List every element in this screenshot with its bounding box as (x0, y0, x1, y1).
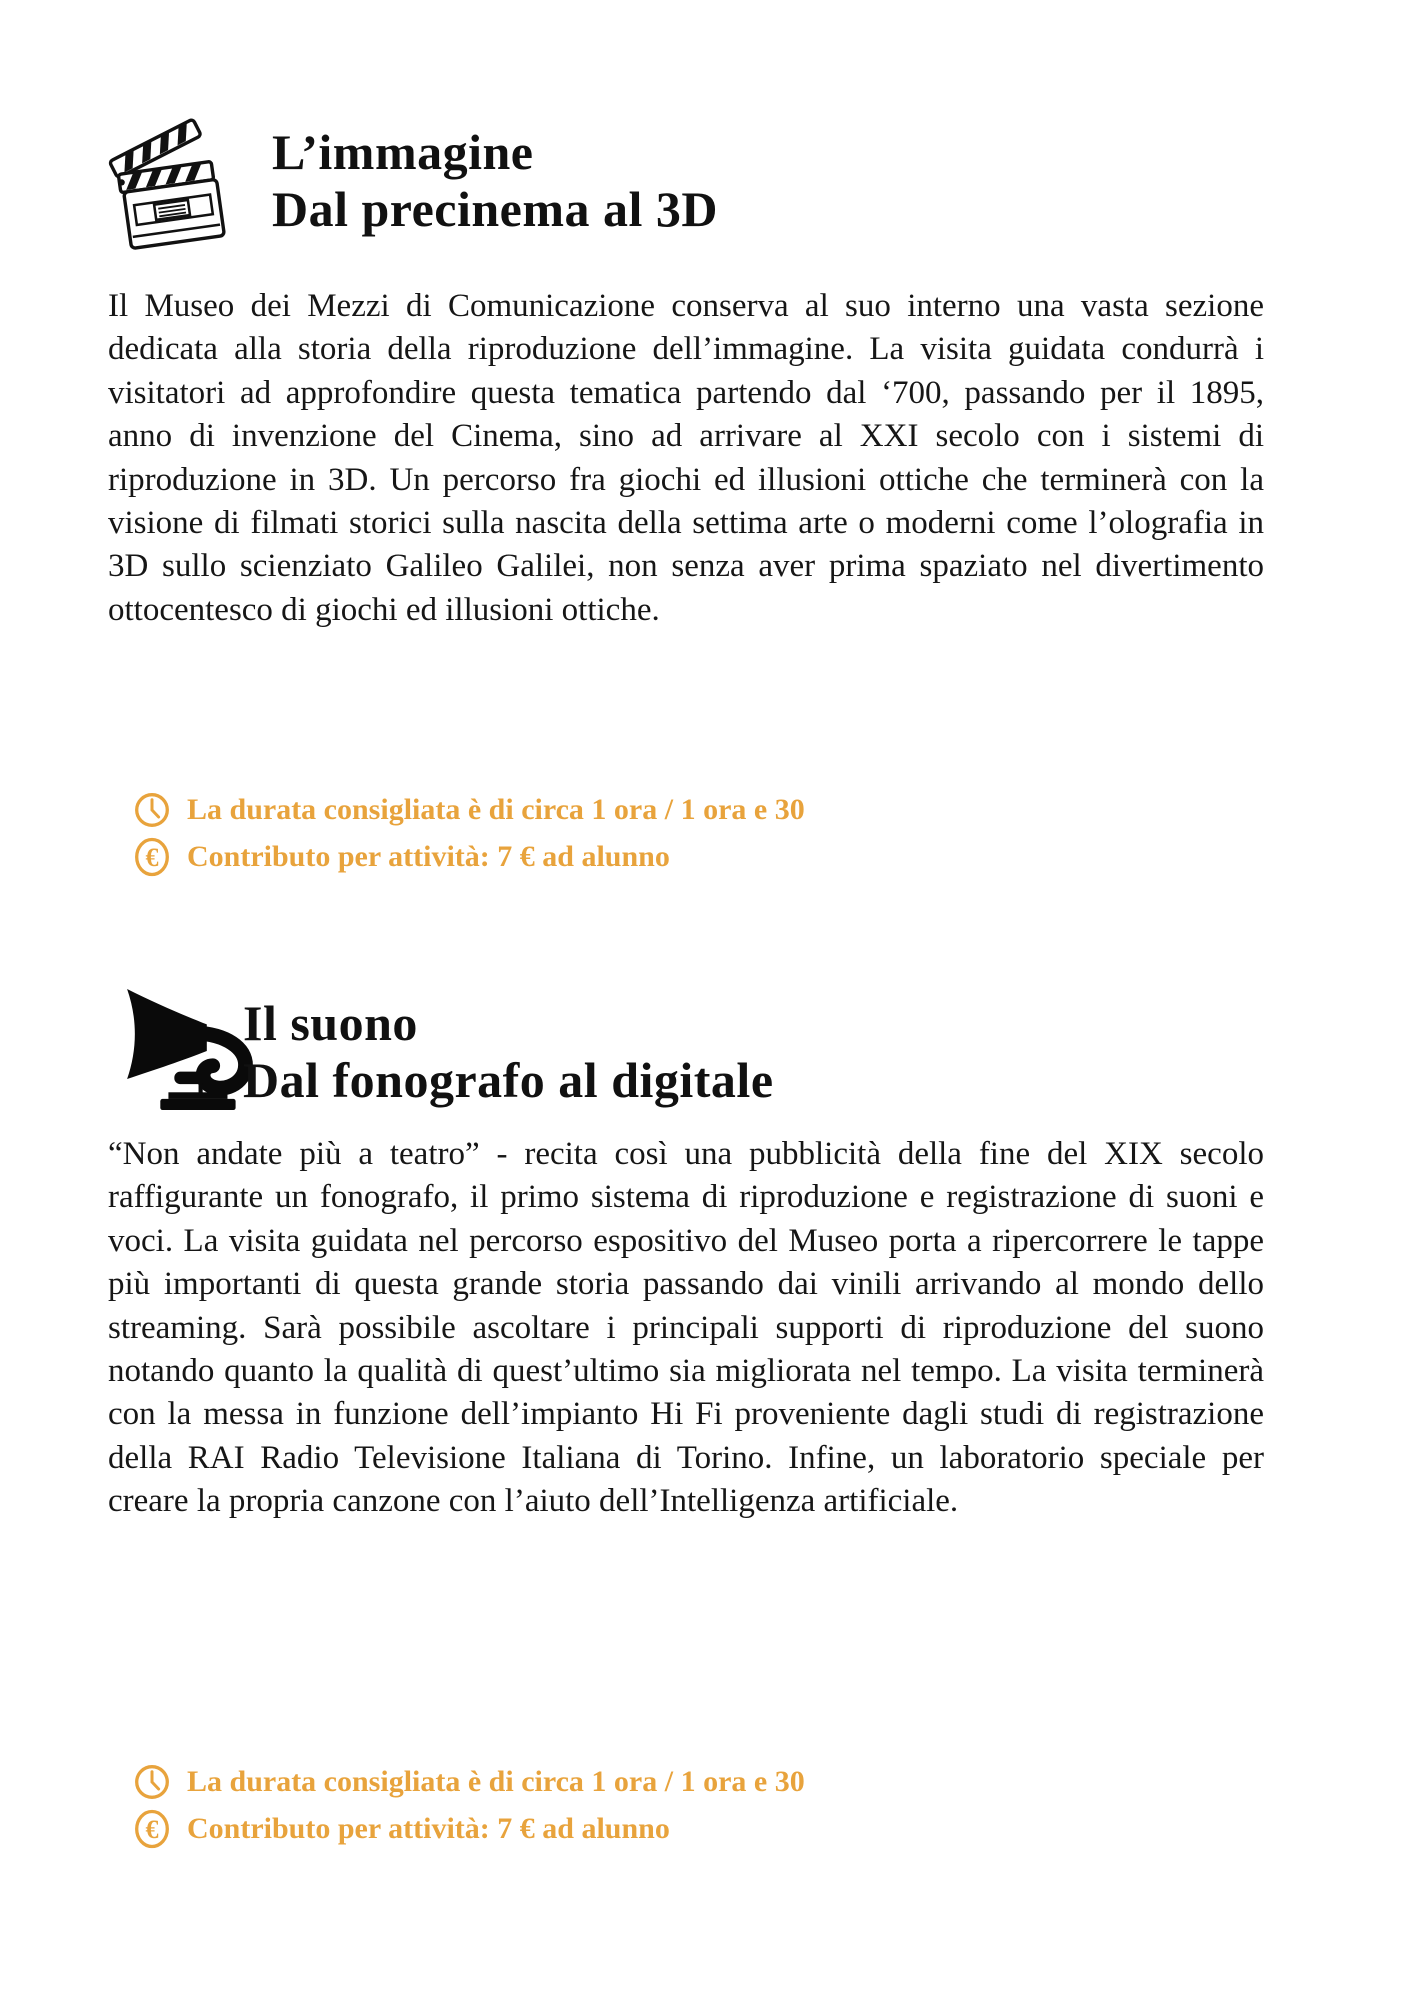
duration-note (133, 1758, 805, 1805)
clock-icon (133, 1763, 171, 1801)
section-notes (133, 786, 805, 880)
fee-text: Contributo per attività: 7 € ad alunno (187, 839, 670, 873)
section-notes (133, 1758, 805, 1852)
section-title-line1: L’immagine (272, 124, 534, 180)
clapperboard-icon (103, 110, 271, 252)
duration-note (133, 786, 805, 833)
section-title (243, 995, 774, 1109)
section-title-line2: Dal precinema al 3D (272, 181, 719, 237)
clock-icon (133, 791, 171, 829)
section-body-text: Il Museo dei Mezzi di Comunicazione conserva al suo interno una vasta sezione dedicata alla storia della riproduzione dell’immagine. La visita guidata condurrà i visitatori ad approfondire questa tematica partendo dal ‘700, passando per il 1895, anno di invenzione del Cinema, sino ad arrivare al XXI secolo con i sistemi di riproduzione in 3D. Un percorso fra giochi ed illusioni ottiche che terminerà con la visione di filmati storici sulla nascita della settima arte o moderni come l’olografia in 3D sullo scienziato Galileo Galilei, non senza aver prima spaziato nel divertimento ottocentesco di giochi ed illusioni ottiche. (108, 288, 1264, 628)
section-title-line1: Il suono (243, 995, 418, 1051)
fee-note (133, 833, 805, 880)
duration-text: La durata consigliata è di circa 1 ora / 1 ora e 30 (187, 792, 805, 826)
section-body-text: “Non andate più a teatro” - recita così una pubblicità della fine del XIX secolo raffigurante un fonografo, il primo sistema di riproduzione e registrazione di suoni e voci. La visita guidata nel percorso espositivo del Museo porta a ripercorrere le tappe più importanti di questa grande storia passando dai vinili arrivando al mondo dello streaming. Sarà possibile ascoltare i principali supporti di riproduzione del suono notando quanto la qualità di quest’ultimo sia migliorata nel tempo. La visita terminerà con la messa in funzione dell’impianto Hi Fi proveniente dagli studi di registrazione della RAI Radio Televisione Italiana di Torino. Infine, un laboratorio speciale per creare la propria canzone con l’aiuto dell’Intelligenza artificiale. (108, 1136, 1264, 1520)
fee-text: Contributo per attività: 7 € ad alunno (187, 1811, 670, 1845)
section-title-line2: Dal fonografo al digitale (243, 1052, 774, 1108)
duration-text: La durata consigliata è di circa 1 ora / 1 ora e 30 (187, 1764, 805, 1798)
section-title (272, 124, 718, 238)
svg-text:€: € (145, 842, 159, 872)
euro-icon (133, 1808, 171, 1850)
fee-note (133, 1805, 805, 1852)
euro-icon (133, 836, 171, 878)
svg-text:€: € (145, 1814, 159, 1844)
